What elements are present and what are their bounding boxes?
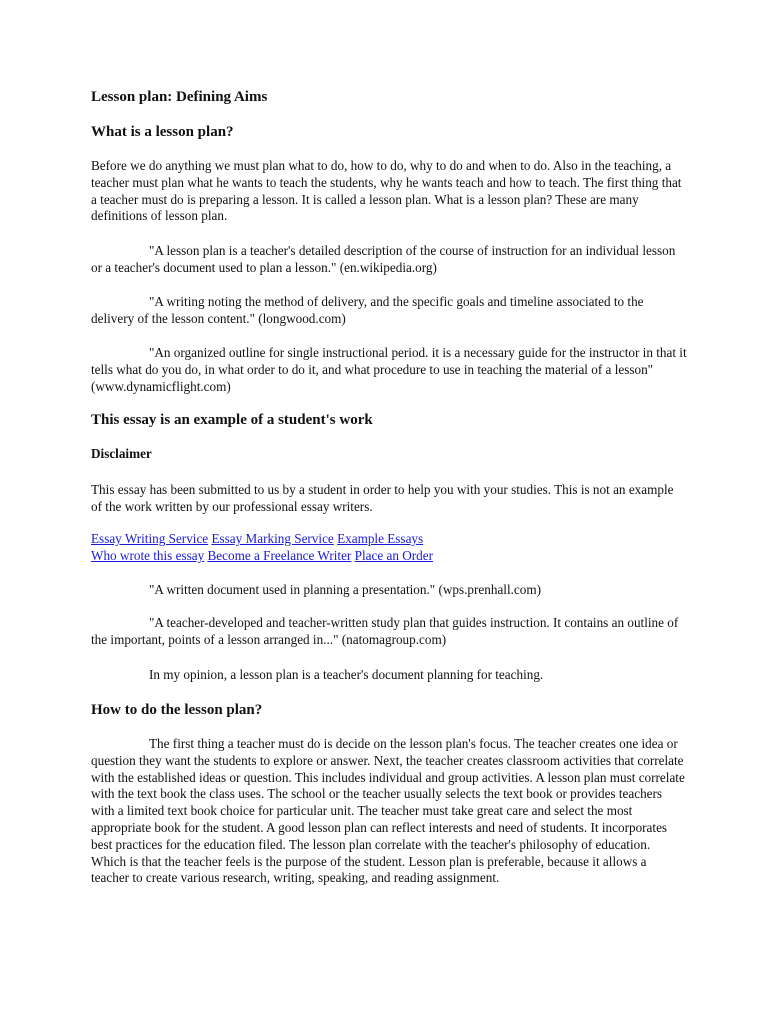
quote-natomagroup: "A teacher-developed and teacher-written study plan that guides instruction. It contains an outline of the important, points of a lesson arranged in..." (natomagroup.com) — [91, 615, 679, 647]
intro-paragraph: Before we do anything we must plan what to do, how to do, why to do and when to do. Also in the teaching, a teacher must plan what he wants to teach the students, why he wants teach and how to teach. The first thing that a teacher must do is preparing a lesson. It is called a lesson plan. What is a lesson plan? These are many definitions of lesson plan. — [91, 158, 682, 224]
disclaimer-heading: Disclaimer — [91, 446, 152, 461]
quote-dynamicflight: "An organized outline for single instructional period. it is a necessary guide for the instructor in that it tells what do you do, in what order to do it, and what procedure to use in teaching the material of a lesson" (www.dynamicflight.com) — [91, 345, 687, 394]
service-links-row-1 — [91, 531, 433, 548]
quote-prenhall: "A written document used in planning a presentation." (wps.prenhall.com) — [149, 582, 542, 597]
quote-longwood: "A writing noting the method of delivery, and the specific goals and timeline associated to the delivery of the lesson content." (longwood.com) — [91, 294, 644, 326]
heading-how-to-do-lesson-plan: How to do the lesson plan? — [91, 702, 263, 718]
essay-example-heading: This essay is an example of a student's work — [91, 412, 373, 428]
service-links — [91, 531, 433, 565]
essay-marking-service-link[interactable]: Essay Marking Service — [211, 531, 334, 546]
disclaimer-text: This essay has been submitted to us by a student in order to help you with your studies. This is not an example of the work written by our professional essay writers. — [91, 482, 674, 514]
place-an-order-link[interactable]: Place an Order — [354, 547, 433, 563]
essay-writing-service-link[interactable]: Essay Writing Service — [91, 531, 209, 546]
opinion-paragraph: In my opinion, a lesson plan is a teacher's document planning for teaching. — [149, 667, 544, 682]
who-wrote-this-essay-link[interactable]: Who wrote this essay — [91, 547, 205, 563]
document-title: Lesson plan: Defining Aims — [91, 89, 268, 105]
heading-what-is-lesson-plan: What is a lesson plan? — [91, 124, 234, 140]
become-freelance-writer-link[interactable]: Become a Freelance Writer — [207, 547, 352, 563]
how-to-paragraph: The first thing a teacher must do is decide on the lesson plan's focus. The teacher creates one idea or question they want the students to explore or answer. Next, the teacher creates classroom activities that correlate with the established ideas or question. This includes individual and group activities. A lesson plan must correlate with the text book the class uses. The school or the teacher usually selects the text book or provides teachers with a limited text book choice for particular unit. The teacher must take great care and select the most appropriate book for the student. A good lesson plan can reflect interests and need of students. It incorporates best practices for the education filed. The lesson plan correlate with the teacher's philosophy of education. Which is that the teacher feels is the purpose of the student. Lesson plan is preferable, because it allows a teacher to create various research, writing, speaking, and reading assignment. — [91, 736, 685, 886]
quote-wikipedia: "A lesson plan is a teacher's detailed description of the course of instruction for an individual lesson or a teacher's document used to plan a lesson." (en.wikipedia.org) — [91, 243, 676, 275]
example-essays-link[interactable]: Example Essays — [337, 531, 424, 546]
service-links-row-2 — [91, 548, 433, 565]
